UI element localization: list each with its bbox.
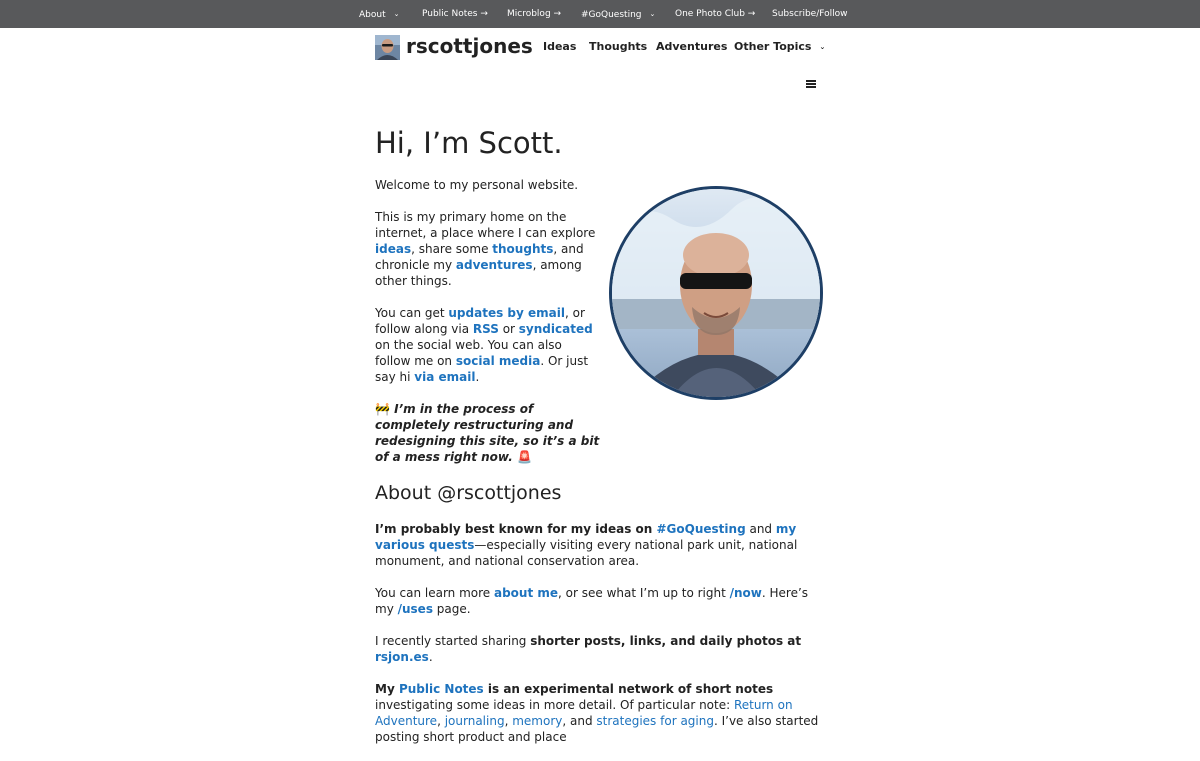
avatar-image [375, 35, 400, 60]
follow-paragraph: You can get updates by email, or follow along via RSS or syndicated on the social web. You can also follow me on social media. Or just say hi via email. [375, 306, 593, 384]
topbar-item-subscribe-follow[interactable]: Subscribe/Follow [772, 9, 848, 19]
about-heading: About @rscottjones [375, 482, 562, 504]
link-adventures[interactable]: adventures [455, 258, 533, 272]
welcome-text: Welcome to my personal website. [375, 178, 579, 192]
sharing-paragraph: I recently started sharing shorter posts, links, and daily photos at rsjon.es. [375, 634, 802, 664]
link-rss[interactable]: RSS [472, 322, 499, 336]
site-header [0, 28, 1200, 112]
link-memory[interactable]: memory [512, 714, 563, 728]
link-social-media[interactable]: social media [455, 354, 541, 368]
link-strategies-for-aging[interactable]: strategies for aging [596, 714, 714, 728]
learn-paragraph: You can learn more about me, or see what I’m up to right /now. Here’s my /uses page. [375, 586, 809, 616]
link-thoughts[interactable]: thoughts [492, 242, 554, 256]
link-via-email[interactable]: via email [414, 370, 476, 384]
topbar-item-microblog[interactable]: Microblog → [507, 9, 562, 19]
intro-paragraph: This is my primary home on the internet, a place where I can explore ideas, share some thoughts, and chronicle my adventures, among other things. [375, 210, 596, 288]
siren-icon: 🚨 [516, 450, 532, 464]
notes-paragraph: My Public Notes is an experimental network of short notes investigating some ideas in more detail. Of particular note: Return on Adventure, journaling, memory, and strategies for aging. I’ve also started posting short product and place [375, 682, 819, 744]
site-avatar[interactable] [375, 35, 400, 60]
link-public-notes[interactable]: Public Notes [398, 682, 484, 696]
link-goquesting[interactable]: #GoQuesting [656, 522, 746, 536]
chevron-down-icon: ⌄ [649, 10, 656, 18]
nav-thoughts[interactable]: Thoughts [589, 40, 648, 53]
top-utility-bar [0, 0, 1200, 28]
construction-icon: 🚧 [375, 402, 390, 416]
link-updates-by-email[interactable]: updates by email [448, 306, 565, 320]
nav-other-topics[interactable]: Other Topics ⌄ [734, 40, 826, 53]
link-uses[interactable]: /uses [397, 602, 433, 616]
main-content [375, 125, 825, 761]
link-ideas[interactable]: ideas [375, 242, 412, 256]
topbar-item-one-photo-club[interactable]: One Photo Club → [675, 9, 756, 19]
link-now[interactable]: /now [729, 586, 762, 600]
page-title: Hi, I’m Scott. [375, 126, 563, 160]
topbar-item-goquesting[interactable]: #GoQuesting ⌄ [581, 0, 655, 28]
link-about-me[interactable]: about me [493, 586, 559, 600]
link-return-on-adventure[interactable]: Return on Adventure [375, 698, 793, 728]
known-paragraph: I’m probably best known for my ideas on #GoQuesting and my various quests—especially visiting every national park unit, national monument, and national conservation area. [375, 522, 798, 568]
chevron-down-icon: ⌄ [819, 43, 826, 51]
link-my-various-quests[interactable]: my various quests [375, 522, 797, 552]
nav-adventures[interactable]: Adventures [656, 40, 728, 53]
redesign-notice: 🚧 I’m in the process of completely restructuring and redesigning this site, so it’s a bit of a mess right now. 🚨 [375, 402, 600, 464]
link-syndicated[interactable]: syndicated [518, 322, 593, 336]
chevron-down-icon: ⌄ [393, 10, 400, 18]
link-journaling[interactable]: journaling [444, 714, 505, 728]
link-rsjon-es[interactable]: rsjon.es [375, 650, 429, 664]
topbar-item-public-notes[interactable]: Public Notes → [422, 9, 488, 19]
site-title[interactable]: rscottjones [406, 34, 533, 58]
hamburger-menu-icon[interactable] [806, 80, 816, 88]
topbar-item-about[interactable]: About ⌄ [359, 0, 399, 28]
nav-ideas[interactable]: Ideas [543, 40, 577, 53]
